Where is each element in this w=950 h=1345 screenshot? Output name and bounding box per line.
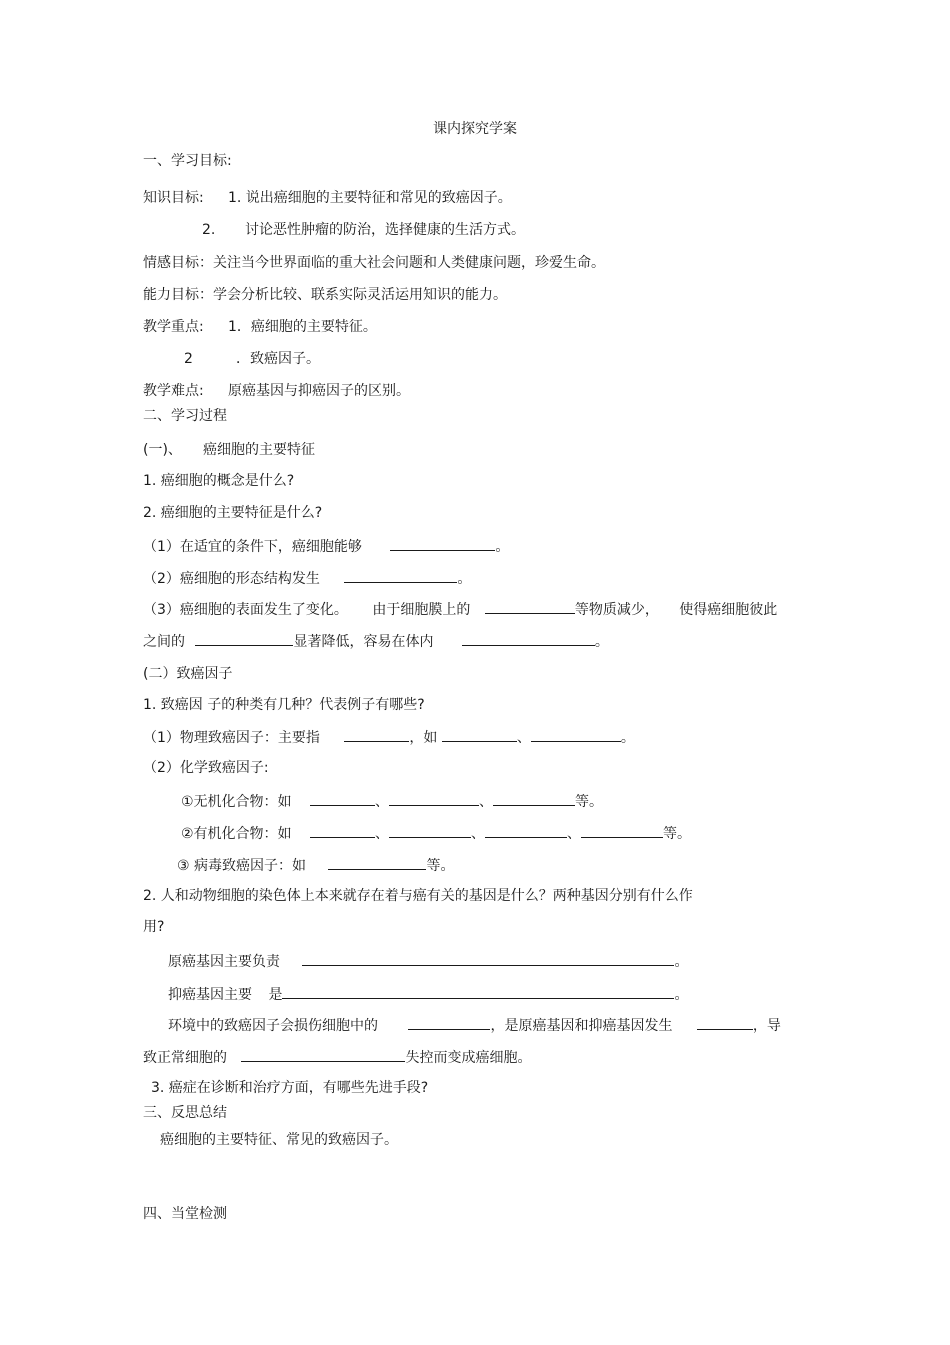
ability-goal: 能力目标：学会分析比较、联系实际灵活运用知识的能力。 (143, 287, 507, 303)
carcinogen-question-1: 1. 致癌因 子的种类有几种？代表例子有哪些? (143, 697, 425, 713)
physical-example-label: ，如 (409, 730, 438, 746)
blank-field[interactable] (241, 1047, 405, 1062)
teaching-difficulty: 原癌基因与抑癌因子的区别。 (228, 383, 410, 399)
section-heading-goals: 一、学习目标: (143, 153, 232, 169)
etc-text: 等。 (575, 794, 604, 810)
separator: 、 (516, 730, 531, 746)
environment-mid: ，是原癌基因和抑癌基因发生 (490, 1018, 673, 1034)
blank-field[interactable] (462, 631, 595, 646)
page-title: 课内探究学案 (433, 121, 517, 137)
blank-field[interactable] (442, 727, 517, 742)
separator: 、 (567, 826, 582, 842)
blank-field[interactable] (390, 536, 495, 551)
part1-label: (一)、 (143, 442, 182, 458)
feature-3-tail: 使得癌细胞彼此 (679, 602, 778, 618)
separator: 、 (471, 826, 486, 842)
feature-2-text: （2）癌细胞的形态结构发生 (143, 571, 320, 587)
blank-field[interactable] (310, 823, 375, 838)
gene-question-line-1: 2. 人和动物细胞的染色体上本来就存在着与癌有关的基因是什么？两种基因分别有什么作 (143, 888, 693, 904)
punctuation: 。 (594, 634, 609, 650)
reflection-text: 癌细胞的主要特征、常见的致癌因子。 (160, 1132, 398, 1148)
feature-3b-text: 之间的 (143, 634, 185, 650)
tumor-suppressor-is: 是 (268, 987, 283, 1003)
organic-compound-text: ②有机化合物：如 (181, 826, 292, 842)
organic-compound-line (181, 823, 691, 843)
blank-field[interactable] (485, 823, 567, 838)
blank-field[interactable] (531, 727, 621, 742)
emotion-goal: 情感目标：关注当今世界面临的重大社会问题和人类健康问题，珍爱生命。 (143, 255, 605, 271)
feature-3-membrane: 由于细胞膜上的 (372, 602, 471, 618)
separator: 、 (375, 794, 390, 810)
blank-field[interactable] (344, 727, 409, 742)
chemical-carcinogen-heading: （2）化学致癌因子: (143, 760, 269, 776)
inorganic-compound-line (181, 791, 603, 811)
environment-2-text: 致正常细胞的 (143, 1050, 227, 1066)
environment-line-2 (143, 1047, 531, 1067)
environment-text: 环境中的致癌因子会损伤细胞中的 (168, 1018, 378, 1034)
environment-line (168, 1015, 781, 1035)
part1-title: 癌细胞的主要特征 (203, 442, 315, 458)
separator: 、 (375, 826, 390, 842)
knowledge-goal-2-number: 2. (202, 222, 216, 238)
physical-carcinogen-line (143, 727, 635, 747)
feature-3-decrease: 等物质减少， (574, 602, 659, 618)
part2-title: (二）致癌因子 (143, 666, 233, 682)
feature-3-line (143, 599, 777, 619)
environment-2-post: 失控而变成癌细胞。 (405, 1050, 532, 1066)
gene-question-line-2: 用? (143, 919, 165, 935)
physical-carcinogen-text: （1）物理致癌因子：主要指 (143, 730, 320, 746)
tumor-suppressor-text: 抑癌基因主要 (168, 987, 252, 1003)
feature-3-text: （3）癌细胞的表面发生了变化。 (143, 602, 348, 618)
teaching-difficulty-label: 教学难点: (143, 383, 204, 399)
knowledge-goal-1: 1. 说出癌细胞的主要特征和常见的致癌因子。 (228, 190, 512, 206)
teaching-focus-2: ．致癌因子。 (236, 351, 320, 367)
proto-oncogene-text: 原癌基因主要负责 (168, 954, 280, 970)
blank-field[interactable] (389, 791, 479, 806)
punctuation: 。 (674, 954, 689, 970)
knowledge-goal-label: 知识目标: (143, 190, 204, 206)
blank-field[interactable] (408, 1015, 490, 1030)
blank-field[interactable] (195, 631, 293, 646)
feature-3b-mid: 显著降低，容易在体内 (293, 634, 434, 650)
etc-text: 等。 (426, 858, 455, 874)
feature-3-line-2 (143, 631, 609, 651)
section-heading-test: 四、当堂检测 (143, 1206, 227, 1222)
blank-field[interactable] (302, 951, 674, 966)
section-heading-reflection: 三、反思总结 (143, 1105, 227, 1121)
blank-field[interactable] (344, 568, 457, 583)
tumor-suppressor-line (168, 984, 688, 1004)
teaching-focus-2-number: 2 (184, 351, 193, 367)
viral-carcinogen-line (177, 855, 454, 875)
viral-carcinogen-text: ③ 病毒致癌因子：如 (177, 858, 307, 874)
separator: 、 (479, 794, 494, 810)
knowledge-goal-2: 讨论恶性肿瘤的防治，选择健康的生活方式。 (245, 222, 525, 238)
punctuation: 。 (457, 571, 472, 587)
punctuation: 。 (620, 730, 635, 746)
environment-end: ，导 (752, 1018, 781, 1034)
question-2: 2. 癌细胞的主要特征是什么? (143, 505, 323, 521)
etc-text: 等。 (663, 826, 692, 842)
inorganic-compound-text: ①无机化合物：如 (181, 794, 292, 810)
teaching-focus-1: 1．癌细胞的主要特征。 (228, 319, 377, 335)
blank-field[interactable] (581, 823, 663, 838)
feature-1-line (143, 536, 509, 556)
blank-field[interactable] (282, 984, 674, 999)
punctuation: 。 (495, 539, 510, 555)
section-heading-process: 二、学习过程 (143, 408, 227, 424)
teaching-focus-label: 教学重点: (143, 319, 204, 335)
blank-field[interactable] (493, 791, 575, 806)
punctuation: 。 (674, 987, 689, 1003)
feature-2-line (143, 568, 471, 588)
blank-field[interactable] (328, 855, 426, 870)
question-1: 1. 癌细胞的概念是什么? (143, 473, 295, 489)
proto-oncogene-line (168, 951, 688, 971)
blank-field[interactable] (697, 1015, 753, 1030)
blank-field[interactable] (310, 791, 375, 806)
blank-field[interactable] (485, 599, 575, 614)
carcinogen-question-3: 3. 癌症在诊断和治疗方面，有哪些先进手段? (151, 1080, 429, 1096)
feature-1-text: （1）在适宜的条件下，癌细胞能够 (143, 539, 362, 555)
blank-field[interactable] (389, 823, 471, 838)
